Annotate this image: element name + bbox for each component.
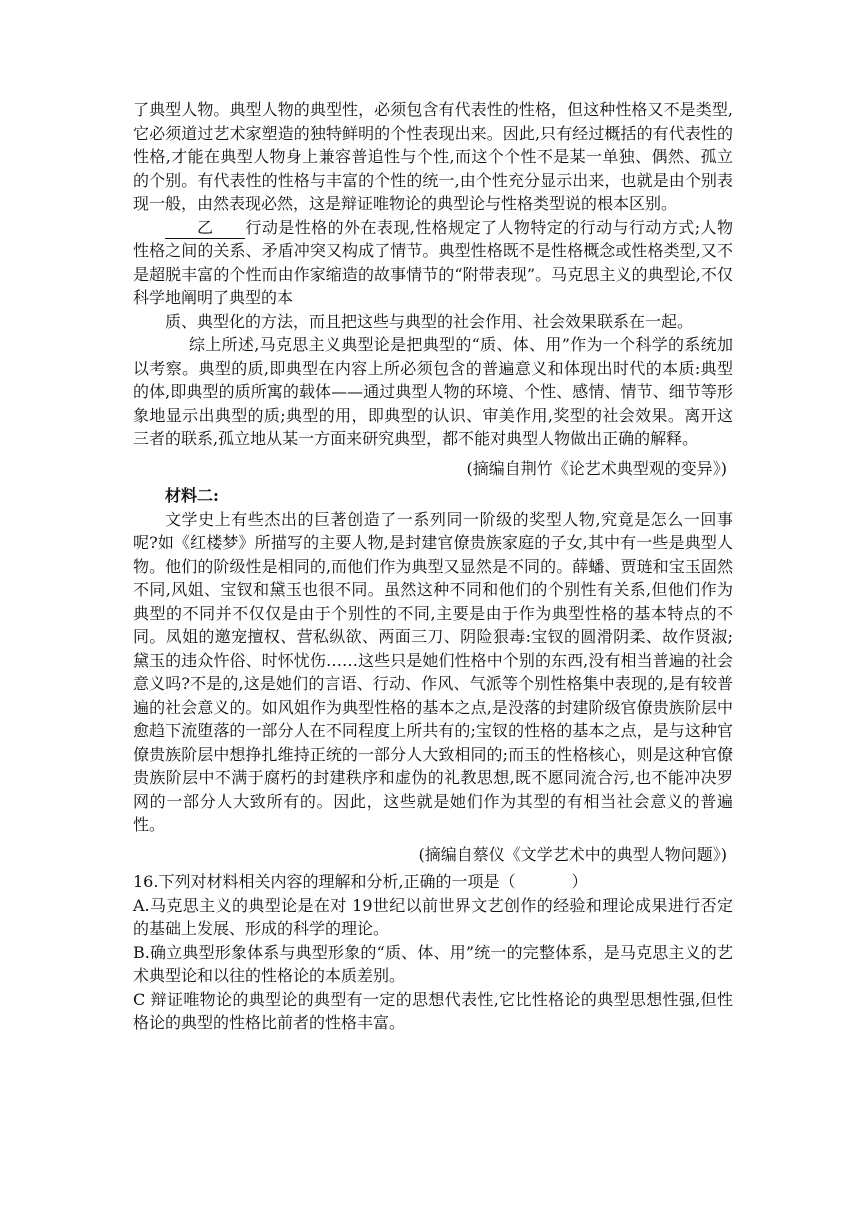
material1-paragraph-1: 了典型人物。典型人物的典型性，必须包含有代表性的性格，但这种性格又不是类型,它必须道过艺术家塑造的独特鲜明的个性表现出来。因此,只有经过概括的有代表性的性格,才能在典型人物身上兼容普追性与个性,而这个个性不是某一单独、偶然、孤立的个别。有代表性的性格与丰富的个性的统一,由个性充分显示出来，也就是由个别表现一般，由然表现必然，这是辩证唯物论的典型论与性格类型说的根本区别。: [133, 100, 733, 213]
document-page: [133, 98, 733, 1035]
option-c: C 辩证唯物论的典型论的典型有一定的思想代表性,它比性格论的典型思想性强,但性格论的典型的性格比前者的性格丰富。: [133, 989, 733, 1032]
option-a: A.马克思主义的典型论是在对 19世纪以前世界文艺创作的经验和理论成果进行否定的基础上发展、形成的科学的理论。: [133, 895, 733, 938]
material2-source: (摘编自蔡仪《文学艺术中的典型人物问题》): [418, 844, 727, 864]
material2-heading: 材料二:: [165, 486, 219, 505]
material1-source: (摘编自荆竹《论艺术典型观的变异》): [466, 458, 727, 478]
question-stem-text: 16.下列对材料相关内容的理解和分析,正确的一项是（: [133, 872, 516, 891]
question-stem-end: ）: [571, 872, 588, 891]
fill-in-blank: 乙: [165, 218, 245, 239]
material1-paragraph-2: [133, 216, 733, 310]
material1-paragraph-3: 质、典型化的方法，而且把这些与典型的社会作用、社会效果联系在一起。: [165, 311, 694, 331]
option-b: B.确立典型形象体系与典型形象的“质、体、用”统一的完整体系，是马克思主义的艺术典型论和以往的性格论的本质差别。: [133, 942, 733, 985]
material1-paragraph-4: 综上所述,马克思主义典型论是把典型的“质、体、用”作为一个科学的系统加以考察。典型的质,即典型在内容上所必须包含的普遍意义和体现出时代的本质:典型的体,即典型的质所寓的载体——通过典型人物的环境、个性、感情、情节、细节等形象地显示出典型的质;典型的用，即典型的认识、审美作用,奖型的社会效果。离开这三者的联系,孤立地从某一方面来研究典型，都不能对典型人物做出正确的解释。: [133, 335, 733, 448]
material2-paragraph-1: 文学史上有些杰出的巨著创造了一系列同一阶级的奖型人物,究竟是怎么一回事呢?如《红楼梦》所描写的主要人物,是封建官僚贵族家庭的子女,其中有一些是典型人物。他们的阶级性是相同的,而他们作为典型又显然是不同的。薛蟠、贾琏和宝玉固然不同,风姐、宝钗和黛玉也很不同。虽然这种不同和他们的个别性有关系,但他们作为典型的不同并不仅仅是由于个别性的不同,主要是由于作为典型性格的基本特点的不同。凤姐的邀宠擅权、营私纵欲、两面三刀、阴险狠毒:宝钗的圆滑阴柔、故作贤淑;黛玉的违众忤俗、时怀忧伤……这些只是她们性格中个别的东西,没有相当普遍的社会意义吗?不是的,这是她们的言语、行动、作风、气派等个别性格集中表现的,是有较普遍的社会意义的。如风姐作为典型性格的基本之点,是没落的封建阶级官僚贵族阶层中愈趋下流堕落的一部分人在不同程度上所共有的;宝钗的性格的基本之点，是与这种官僚贵族阶层中想挣扎维持正统的一部分人大致相同的;而玉的性格核心，则是这种官僚贵族阶层中不满于腐朽的封建秩序和虚伪的礼教思想,既不愿同流合污,也不能冲决罗网的一部分人大致所有的。因此，这些就是她们作为其型的有相当社会意义的普遍性。: [133, 509, 733, 834]
question-stem: [133, 870, 733, 894]
material1-paragraph-2-text: 行动是性格的外在表现,性格规定了人物特定的行动与行动方式;人物性格之间的关系、矛盾冲突又构成了情节。典型性格既不是性格概念或性格类型,又不是超脱丰富的个性而由作家缩造的故事情节的“附带表现”。马克思主义的典型论,不仅科学地阐明了典型的本: [133, 217, 733, 307]
